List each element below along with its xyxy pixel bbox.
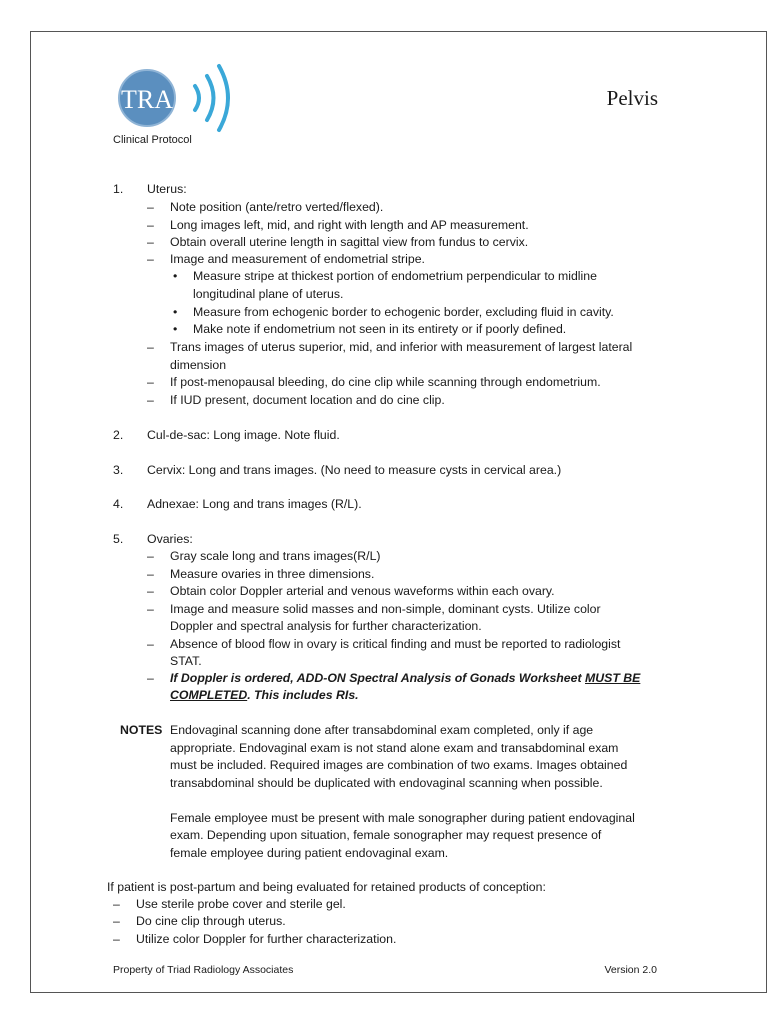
sub-list-item: Measure from echogenic border to echogenic border, excluding fluid in cavity. (193, 305, 614, 319)
list-item: Obtain color Doppler arterial and venous waveforms within each ovary. (170, 584, 555, 598)
list-item: Image and measurement of endometrial stripe. (170, 252, 425, 266)
list-item: Image and measure solid masses and non-simple, dominant cysts. Utilize color (170, 602, 601, 616)
section-heading: Uterus: (147, 182, 187, 196)
list-item: If IUD present, document location and do cine clip. (170, 393, 445, 407)
notes-label: NOTES (120, 723, 163, 737)
dash: – (147, 584, 154, 598)
list-item: STAT. (170, 654, 202, 668)
section-text: Cul-de-sac: Long image. Note fluid. (147, 428, 340, 442)
section-number: 4. (113, 497, 124, 511)
dash: – (147, 567, 154, 581)
dash: – (147, 671, 154, 685)
dash: – (113, 914, 120, 928)
section-text: Adnexae: Long and trans images (R/L). (147, 497, 362, 511)
doppler-warning-line2 (170, 688, 359, 702)
list-item: Measure ovaries in three dimensions. (170, 567, 375, 581)
list-item: Long images left, mid, and right with length and AP measurement. (170, 218, 529, 232)
bullet: • (173, 305, 178, 319)
dash: – (147, 340, 154, 354)
bullet: • (173, 322, 178, 336)
section-heading: Ovaries: (147, 532, 193, 546)
section-number: 1. (113, 182, 124, 196)
doppler-warning-line1 (170, 671, 640, 685)
list-item: Use sterile probe cover and sterile gel. (136, 897, 346, 911)
notes-text: Endovaginal scanning done after transabdominal exam completed, only if age (170, 723, 594, 737)
dash: – (147, 375, 154, 389)
dash: – (147, 200, 154, 214)
notes-text: transabdominal should be duplicated with endovaginal scanning when possible. (170, 776, 603, 790)
section-number: 3. (113, 463, 124, 477)
list-item: Absence of blood flow in ovary is critical finding and must be reported to radiologist (170, 637, 621, 651)
list-item: Obtain overall uterine length in sagittal view from fundus to cervix. (170, 235, 529, 249)
footer-version: Version 2.0 (604, 964, 657, 976)
dash: – (147, 252, 154, 266)
sub-list-item: Measure stripe at thickest portion of endometrium perpendicular to midline (193, 269, 597, 283)
list-item: Do cine clip through uterus. (136, 914, 286, 928)
page-title: Pelvis (606, 86, 658, 110)
dash: – (113, 932, 120, 946)
postpartum-intro: If patient is post-partum and being evaluated for retained products of conception: (107, 880, 546, 894)
section-number: 2. (113, 428, 124, 442)
list-item: Utilize color Doppler for further characterization. (136, 932, 397, 946)
list-item: dimension (170, 358, 227, 372)
dash: – (147, 549, 154, 563)
notes-text: appropriate. Endovaginal exam is not stand alone exam and transabdominal exam (170, 741, 619, 755)
dash: – (147, 602, 154, 616)
list-item: Gray scale long and trans images(R/L) (170, 549, 381, 563)
notes-text: must be included. Required images are combination of two exams. Images obtained (170, 758, 628, 772)
dash: – (147, 637, 154, 651)
section-number: 5. (113, 532, 124, 546)
warning-text: If Doppler is ordered, ADD-ON Spectral Analysis of Gonads Worksheet (170, 671, 585, 685)
logo-subtitle: Clinical Protocol (113, 134, 192, 146)
sub-list-item: longitudinal plane of uterus. (193, 287, 344, 301)
list-item: Trans images of uterus superior, mid, and inferior with measurement of largest lateral (170, 340, 633, 354)
dash: – (113, 897, 120, 911)
list-item: If post-menopausal bleeding, do cine clip while scanning through endometrium. (170, 375, 601, 389)
warning-emphasis: COMPLETED (170, 688, 248, 702)
dash: – (147, 235, 154, 249)
sub-list-item: Make note if endometrium not seen in its entirety or if poorly defined. (193, 322, 567, 336)
list-item: Note position (ante/retro verted/flexed). (170, 200, 384, 214)
warning-text: . This includes RIs. (247, 688, 359, 702)
dash: – (147, 393, 154, 407)
dash: – (147, 218, 154, 232)
notes-text: female employee during patient endovaginal exam. (170, 846, 449, 860)
section-text: Cervix: Long and trans images. (No need to measure cysts in cervical area.) (147, 463, 562, 477)
warning-emphasis: MUST BE (585, 671, 641, 685)
notes-text: Female employee must be present with male sonographer during patient endovaginal (170, 811, 635, 825)
logo-text: TRA (121, 85, 173, 114)
list-item: Doppler and spectral analysis for further characterization. (170, 619, 482, 633)
bullet: • (173, 269, 178, 283)
footer-left: Property of Triad Radiology Associates (113, 964, 294, 976)
notes-text: exam. Depending upon situation, female sonographer may request presence of (170, 828, 602, 842)
tra-logo (117, 62, 237, 137)
